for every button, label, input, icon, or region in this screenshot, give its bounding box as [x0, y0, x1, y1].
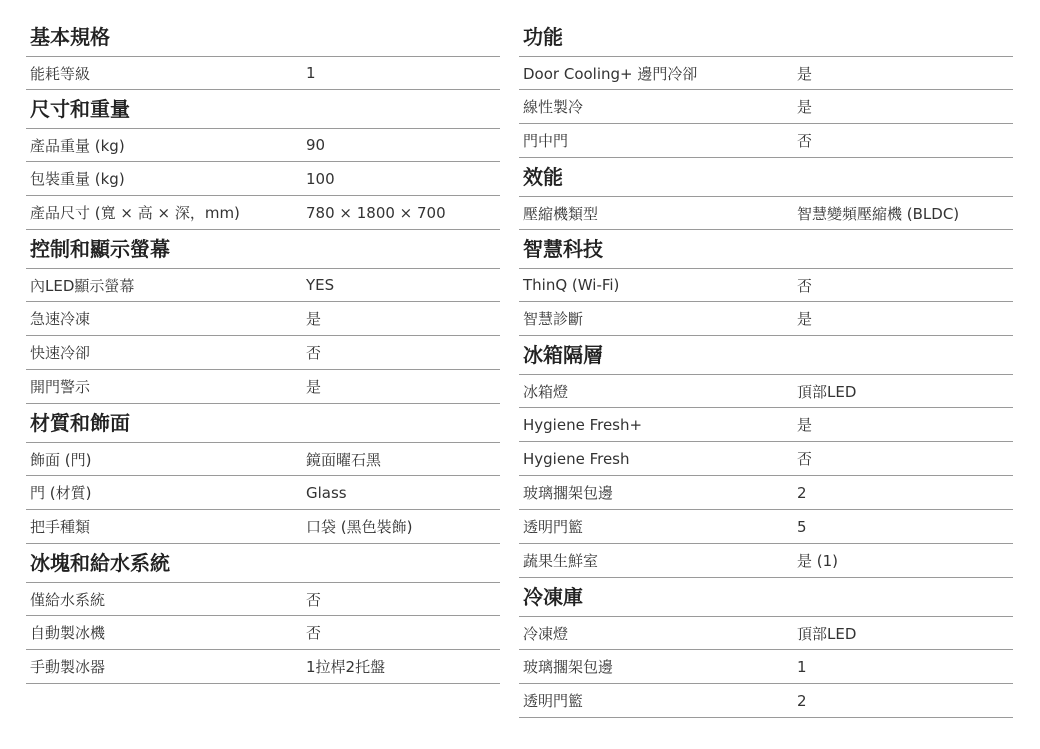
spec-row: [26, 196, 500, 230]
spec-value: 口袋 (黑色裝飾): [306, 518, 413, 536]
spec-row: [26, 56, 500, 90]
spec-label: 飾面 (門): [30, 450, 92, 469]
spec-label: 能耗等級: [30, 64, 91, 83]
spec-value: 否: [306, 624, 322, 642]
spec-row: [519, 442, 1013, 476]
spec-value: 是 (1): [797, 552, 839, 570]
spec-row: [26, 650, 500, 684]
spec-row: [26, 162, 500, 196]
spec-value: 是: [797, 64, 813, 83]
spec-label: 內LED顯示螢幕: [30, 276, 135, 295]
spec-value: 是: [797, 416, 813, 434]
spec-value: Glass: [306, 483, 347, 502]
section-title: 智慧科技: [523, 237, 603, 261]
spec-label: 急速冷凍: [30, 310, 91, 328]
spec-row: [26, 370, 500, 404]
section-title: 基本規格: [30, 25, 110, 49]
spec-row: [519, 510, 1013, 544]
spec-column-left: [26, 18, 500, 684]
spec-label: 把手種類: [30, 518, 91, 536]
spec-value: 5: [797, 517, 807, 536]
spec-label: 透明門籃: [523, 518, 584, 536]
spec-row: [519, 56, 1013, 90]
spec-row: [519, 408, 1013, 442]
spec-label: Hygiene Fresh+: [523, 415, 643, 434]
spec-row: [519, 476, 1013, 510]
spec-label: 門中門: [523, 132, 569, 150]
spec-row: [26, 268, 500, 302]
spec-value: 是: [306, 378, 322, 396]
spec-label: Door Cooling+ 邊門冷卻: [523, 64, 698, 83]
spec-value: 否: [797, 450, 813, 468]
spec-row: [519, 650, 1013, 684]
spec-row: [519, 268, 1013, 302]
spec-value: 2: [797, 483, 807, 502]
section-title: 效能: [523, 165, 563, 189]
spec-value: 否: [306, 344, 322, 362]
spec-row: [519, 196, 1013, 230]
spec-label: 透明門籃: [523, 692, 584, 710]
spec-label: ThinQ (Wi-Fi): [523, 276, 620, 294]
spec-label: 包裝重量 (kg): [30, 170, 125, 188]
spec-value: 頂部LED: [797, 382, 857, 401]
spec-row: [26, 476, 500, 510]
spec-row: [519, 90, 1013, 124]
spec-value: 100: [306, 169, 335, 188]
spec-value: 是: [797, 98, 813, 116]
spec-value: 1拉桿2托盤: [306, 658, 386, 676]
spec-row: [519, 544, 1013, 578]
section-title: 冷凍庫: [523, 585, 583, 609]
spec-value: 780 × 1800 × 700: [306, 203, 446, 222]
spec-value: 90: [306, 136, 326, 154]
spec-row: [519, 124, 1013, 158]
spec-label: 線性製冷: [523, 98, 584, 116]
spec-row: [26, 442, 500, 476]
spec-row: [519, 302, 1013, 336]
spec-label: 產品重量 (kg): [30, 136, 125, 155]
spec-row: [26, 616, 500, 650]
spec-row: [26, 128, 500, 162]
spec-value: 鏡面曜石黑: [306, 450, 382, 469]
spec-label: Hygiene Fresh: [523, 449, 630, 468]
spec-label: 自動製冰機: [30, 624, 106, 642]
spec-row: [26, 336, 500, 370]
spec-row: [26, 302, 500, 336]
spec-label: 快速冷卻: [30, 344, 91, 362]
spec-label: 玻璃擱架包邊: [523, 658, 614, 676]
spec-label: 開門警示: [30, 378, 91, 396]
spec-label: 壓縮機類型: [523, 204, 599, 223]
section-title: 冰箱隔層: [523, 343, 603, 367]
spec-value: 智慧變頻壓縮機 (BLDC): [797, 204, 960, 223]
spec-value: 1: [306, 64, 316, 82]
spec-row: [519, 374, 1013, 408]
spec-row: [519, 684, 1013, 718]
spec-label: 手動製冰器: [30, 658, 106, 676]
section-title: 尺寸和重量: [30, 97, 130, 121]
spec-value: 1: [797, 657, 807, 676]
spec-column-right: [519, 18, 1013, 718]
spec-value: 否: [306, 590, 322, 609]
spec-value: 否: [797, 132, 813, 150]
section-title: 冰塊和給水系統: [30, 551, 170, 575]
section-title: 功能: [523, 25, 563, 49]
spec-value: 頂部LED: [797, 624, 857, 643]
spec-label: 門 (材質): [30, 484, 92, 502]
spec-label: 智慧診斷: [523, 310, 584, 328]
spec-label: 產品尺寸 (寬 × 高 × 深，mm): [30, 204, 240, 222]
section-title: 材質和飾面: [30, 411, 130, 435]
spec-row: [519, 616, 1013, 650]
spec-label: 冷凍燈: [523, 624, 569, 643]
spec-value: 2: [797, 691, 807, 710]
spec-value: YES: [306, 276, 335, 294]
spec-value: 是: [306, 310, 322, 328]
spec-value: 否: [797, 276, 813, 295]
spec-row: [26, 582, 500, 616]
section-title: 控制和顯示螢幕: [30, 237, 170, 261]
spec-label: 蔬果生鮮室: [523, 552, 599, 570]
spec-value: 是: [797, 310, 813, 328]
spec-label: 僅給水系統: [30, 590, 106, 609]
spec-label: 玻璃擱架包邊: [523, 484, 614, 502]
spec-label: 冰箱燈: [523, 382, 569, 401]
spec-row: [26, 510, 500, 544]
